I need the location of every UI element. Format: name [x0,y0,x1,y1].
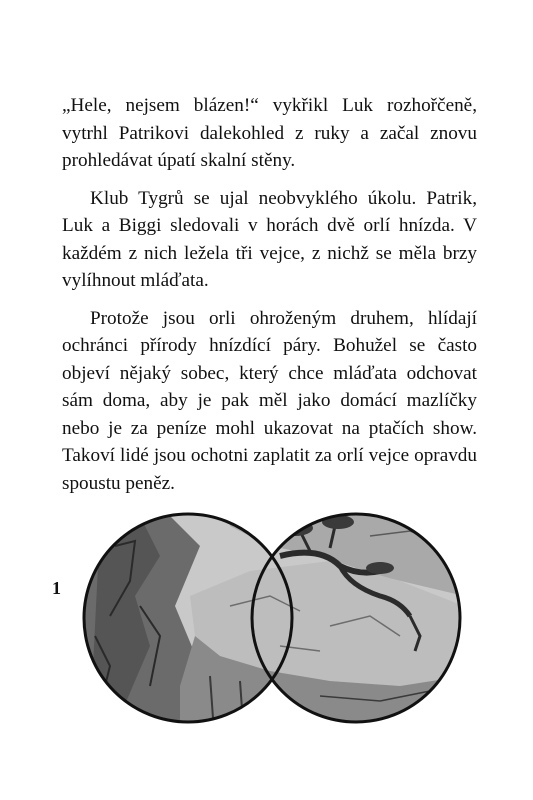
paragraph-3: Protože jsou orli ohroženým druhem, hlídají ochránci přírody hnízdící páry. Bohužel se často objeví nějaký sobec, který chce mláďata odchovat sám doma, aby je pak měl jako domácí mazlíčky nebo je za peníze mohl ukazovat na ptačích show. Takoví lidé jsou ochotni zaplatit za orlí vejce opravdu spoustu peněz. [62,307,477,494]
binocular-view-cliff-illustration [80,486,464,756]
paragraph-1: „Hele, nejsem blázen!“ vykřikl Luk rozhořčeně, vytrhl Patrikovi dalekohled z ruky a začal znovu prohledávat úpatí skalní stěny. [62,95,477,171]
page-number: 1 [52,578,61,598]
story-text [62,92,477,507]
paragraph-2: Klub Tygrů se ujal neobvyklého úkolu. Patrik, Luk a Biggi sledovali v horách dvě orlí hnízda. V každém z nich ležela tři vejce, z nichž se měla brzy vylíhnout mláďata. [62,187,477,291]
